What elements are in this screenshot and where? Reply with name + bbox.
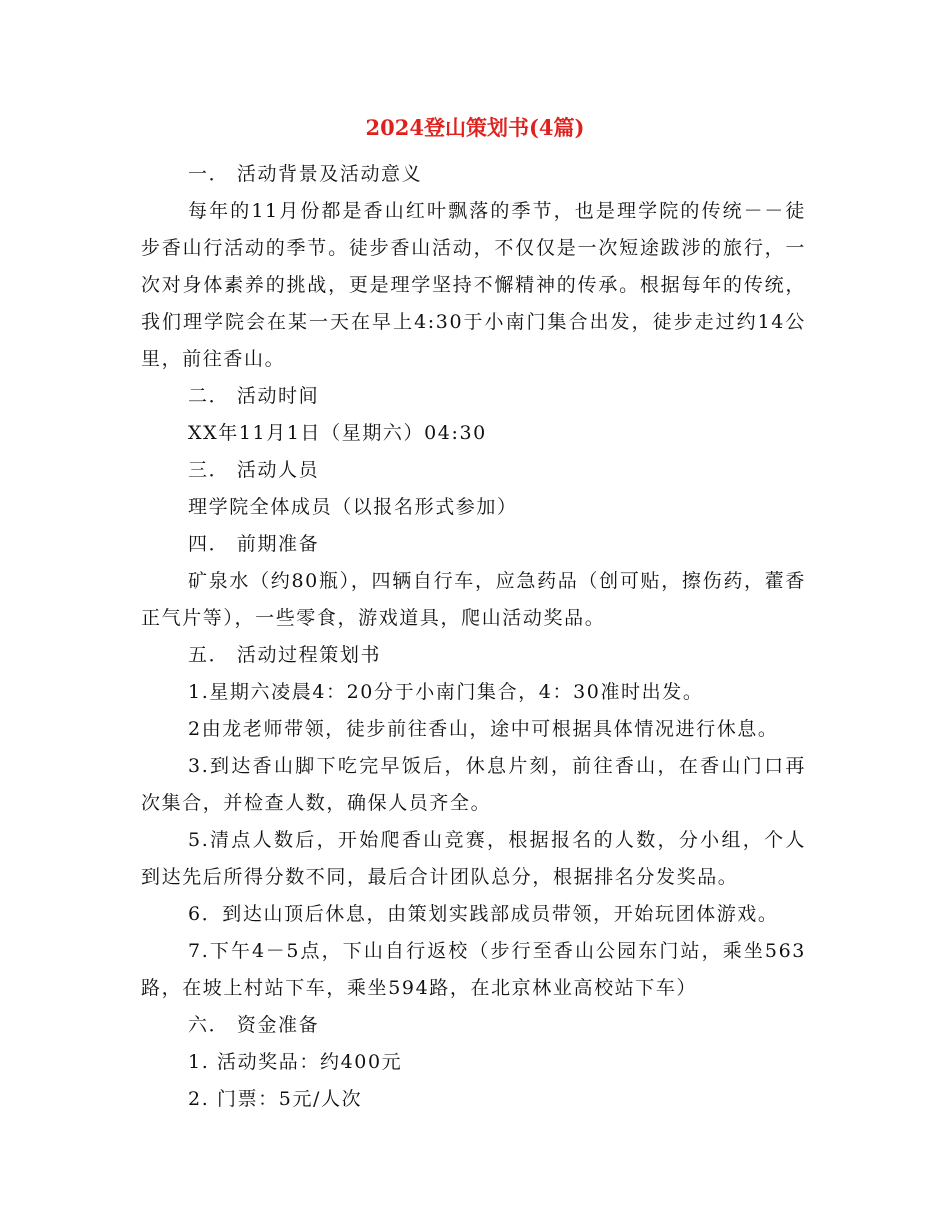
paragraph: 理学院全体成员（以报名形式参加） xyxy=(188,496,518,518)
list-item: 2. 门票：5元/人次 xyxy=(188,1088,363,1110)
document-title: 2024登山策划书(4篇) xyxy=(365,115,585,140)
list-item: 1.星期六凌晨4：20分于小南门集合，4：30准时出发。 xyxy=(188,681,704,703)
section-heading: 二． 活动时间 xyxy=(188,385,320,407)
section-heading: 三． 活动人员 xyxy=(188,459,320,481)
list-item: 2由龙老师带领，徒步前往香山，途中可根据具体情况进行休息。 xyxy=(188,718,779,740)
list-item: 7.下午4－5点，下山自行返校（步行至香山公园东门站，乘坐563路，在坡上村站下车，乘坐594路，在北京林业高校站下车） xyxy=(141,940,806,999)
paragraph: 矿泉水（约80瓶），四辆自行车，应急药品（创可贴，擦伤药，藿香正气片等），一些零食，游戏道具，爬山活动奖品。 xyxy=(141,570,806,629)
section-heading: 四． 前期准备 xyxy=(188,533,320,555)
section-heading: 一． 活动背景及活动意义 xyxy=(188,163,423,185)
paragraph: 每年的11月份都是香山红叶飘落的季节，也是理学院的传统－－徒步香山行活动的季节。徒步香山活动，不仅仅是一次短途跋涉的旅行，一次对身体素养的挑战，更是理学坚持不懈精神的传承。根据每年的传统，我们理学院会在某一天在早上4:30于小南门集合出发，徒步走过约14公里，前往香山。 xyxy=(141,200,806,370)
list-item: 5.清点人数后，开始爬香山竞赛，根据报名的人数，分小组，个人到达先后所得分数不同，最后合计团队总分，根据排名分发奖品。 xyxy=(141,829,806,888)
list-item: 1. 活动奖品：约400元 xyxy=(188,1051,403,1073)
section-heading: 六． 资金准备 xyxy=(188,1014,320,1036)
section-heading: 五． 活动过程策划书 xyxy=(188,644,382,666)
document-body xyxy=(141,156,806,1118)
paragraph: XX年11月1日（星期六）04:30 xyxy=(188,422,487,444)
list-item: 3.到达香山脚下吃完早饭后，休息片刻，前往香山，在香山门口再次集合，并检查人数，确保人员齐全。 xyxy=(141,755,806,814)
list-item: 6．到达山顶后休息，由策划实践部成员带领，开始玩团体游戏。 xyxy=(188,903,779,925)
